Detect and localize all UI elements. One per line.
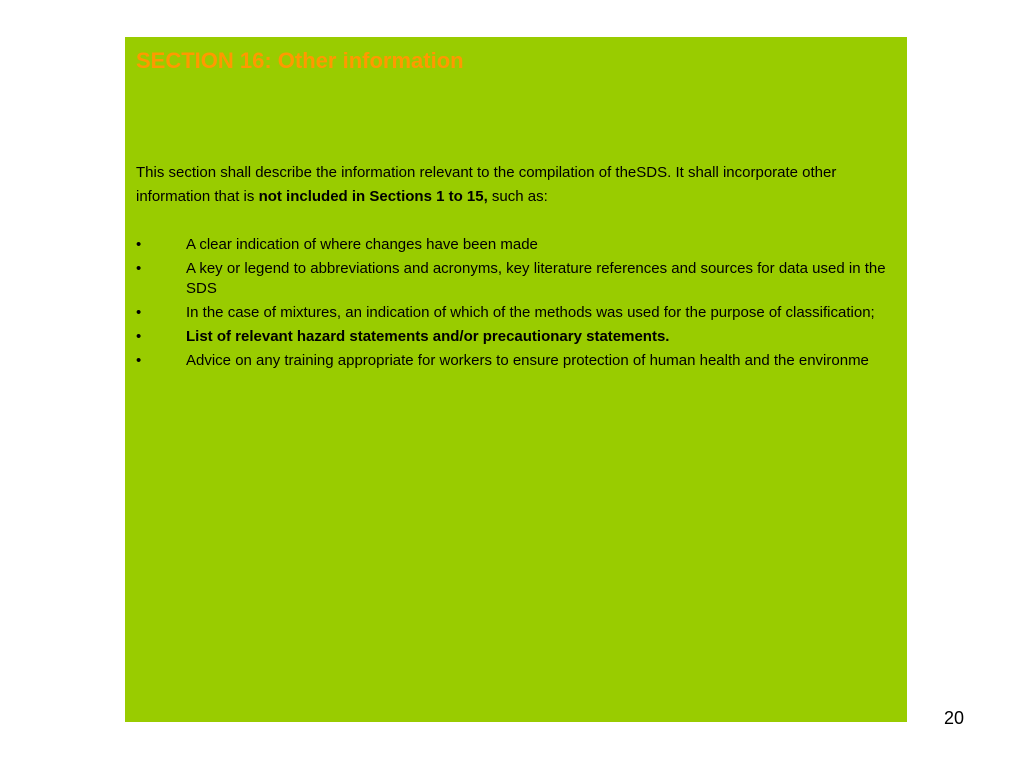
bullet-icon: • bbox=[136, 260, 142, 277]
list-item bbox=[136, 303, 896, 323]
slide-title: SECTION 16: Other information bbox=[136, 48, 464, 73]
list-item bbox=[136, 259, 896, 299]
bullet-icon: • bbox=[136, 328, 142, 345]
intro-text-bold: not included in Sections 1 to 15, bbox=[258, 188, 488, 205]
bullet-list bbox=[136, 235, 896, 375]
list-item-text: A clear indication of where changes have been made bbox=[186, 236, 538, 253]
content-panel bbox=[125, 37, 907, 722]
intro-paragraph bbox=[136, 161, 896, 209]
bullet-icon: • bbox=[136, 304, 142, 321]
page-number: 20 bbox=[943, 708, 964, 728]
bullet-icon: • bbox=[136, 352, 142, 369]
list-item bbox=[136, 235, 896, 255]
list-item bbox=[136, 351, 896, 371]
list-item-text: In the case of mixtures, an indication of which of the methods was used for the purpose of classification; bbox=[186, 304, 875, 321]
list-item-text: Advice on any training appropriate for workers to ensure protection of human health and the environme bbox=[186, 352, 869, 369]
list-item-text: A key or legend to abbreviations and acronyms, key literature references and sources for data used in the SDS bbox=[186, 260, 886, 297]
intro-text-end: such as: bbox=[487, 188, 548, 205]
list-item-text: List of relevant hazard statements and/or precautionary statements. bbox=[186, 328, 670, 345]
bullet-icon: • bbox=[136, 236, 142, 253]
list-item bbox=[136, 327, 896, 347]
intro-text-start: This section shall describe the information relevant to the compilation of theSDS. It shall incorporate other information that is bbox=[136, 164, 837, 205]
